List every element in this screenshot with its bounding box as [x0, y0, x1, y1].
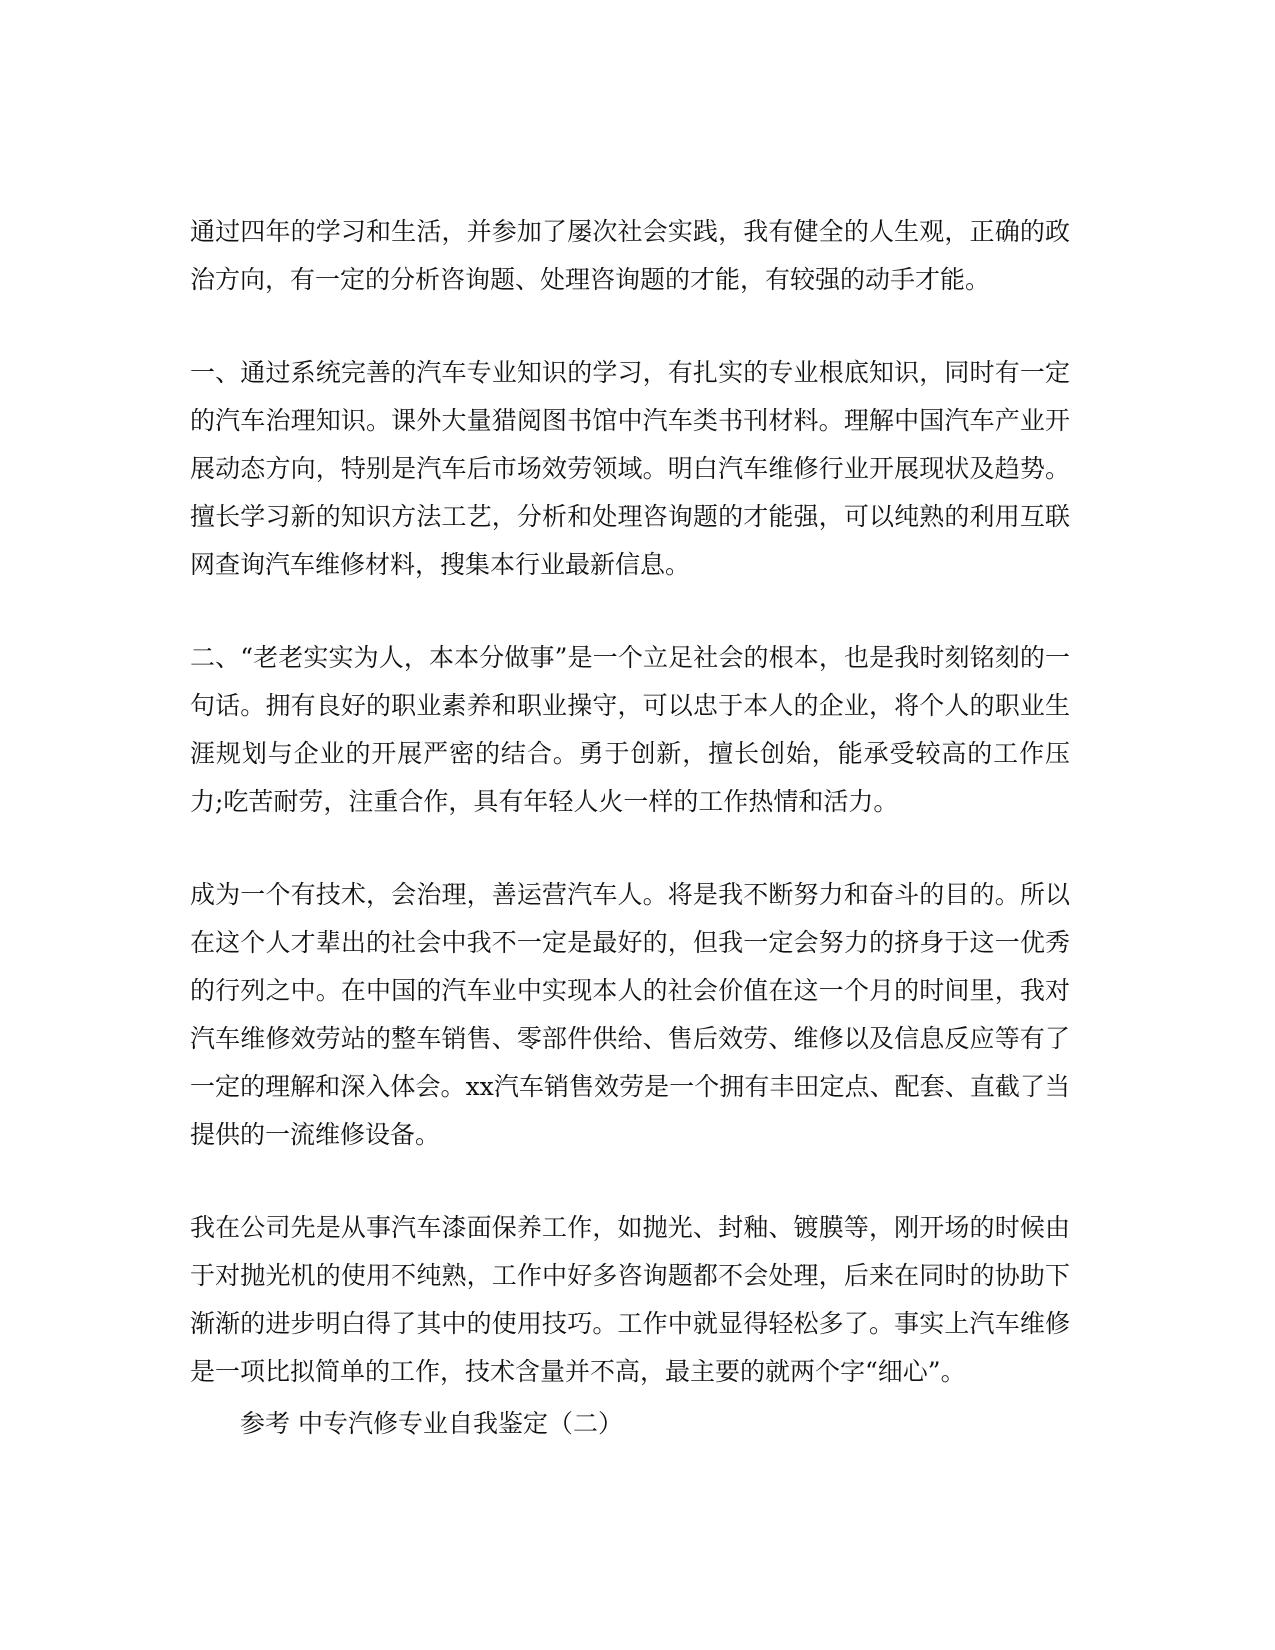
- paragraph-character: 二、“老老实实为人，本本分做事”是一个立足社会的根本，也是我时刻铭刻的一句话。拥有良好的职业素养和职业操守，可以忠于本人的企业，将个人的职业生涯规划与企业的开展严密的结合。勇于创新，擅长创始，能承受较高的工作压力;吃苦耐劳，注重合作，具有年轻人火一样的工作热情和活力。: [190, 643, 1070, 816]
- paragraph-intro: 通过四年的学习和生活，并参加了屡次社会实践，我有健全的人生观，正确的政治方向，有一定的分析咨询题、处理咨询题的才能，有较强的动手才能。: [190, 217, 1070, 294]
- reference-heading: 参考 中专汽修专业自我鉴定（二）: [240, 1409, 623, 1438]
- paragraph-work-experience: 我在公司先是从事汽车漆面保养工作，如抛光、封釉、镀膜等，刚开场的时候由于对抛光机的使用不纯熟，工作中好多咨询题都不会处理，后来在同时的协助下渐渐的进步明白得了其中的使用技巧。工作中就显得轻松多了。事实上汽车维修是一项比拟简单的工作，技术含量并不高，最主要的就两个字“细心”。: [190, 1213, 1070, 1386]
- document-body: [190, 208, 1070, 1448]
- paragraph-goals: 成为一个有技术，会治理，善运营汽车人。将是我不断努力和奋斗的目的。所以在这个人才辈出的社会中我不一定是最好的，但我一定会努力的挤身于这一优秀的行列之中。在中国的汽车业中实现本人的社会价值在这一个月的时间里，我对汽车维修效劳站的整车销售、零部件供给、售后效劳、维修以及信息反应等有了一定的理解和深入体会。xx汽车销售效劳是一个拥有丰田定点、配套、直截了当提供的一流维修设备。: [190, 880, 1070, 1149]
- paragraph-professional-knowledge: 一、通过系统完善的汽车专业知识的学习，有扎实的专业根底知识，同时有一定的汽车治理知识。课外大量猎阅图书馆中汽车类书刊材料。理解中国汽车产业开展动态方向，特别是汽车后市场效劳领域。明白汽车维修行业开展现状及趋势。擅长学习新的知识方法工艺，分析和处理咨询题的才能强，可以纯熟的利用互联网查询汽车维修材料，搜集本行业最新信息。: [190, 358, 1070, 579]
